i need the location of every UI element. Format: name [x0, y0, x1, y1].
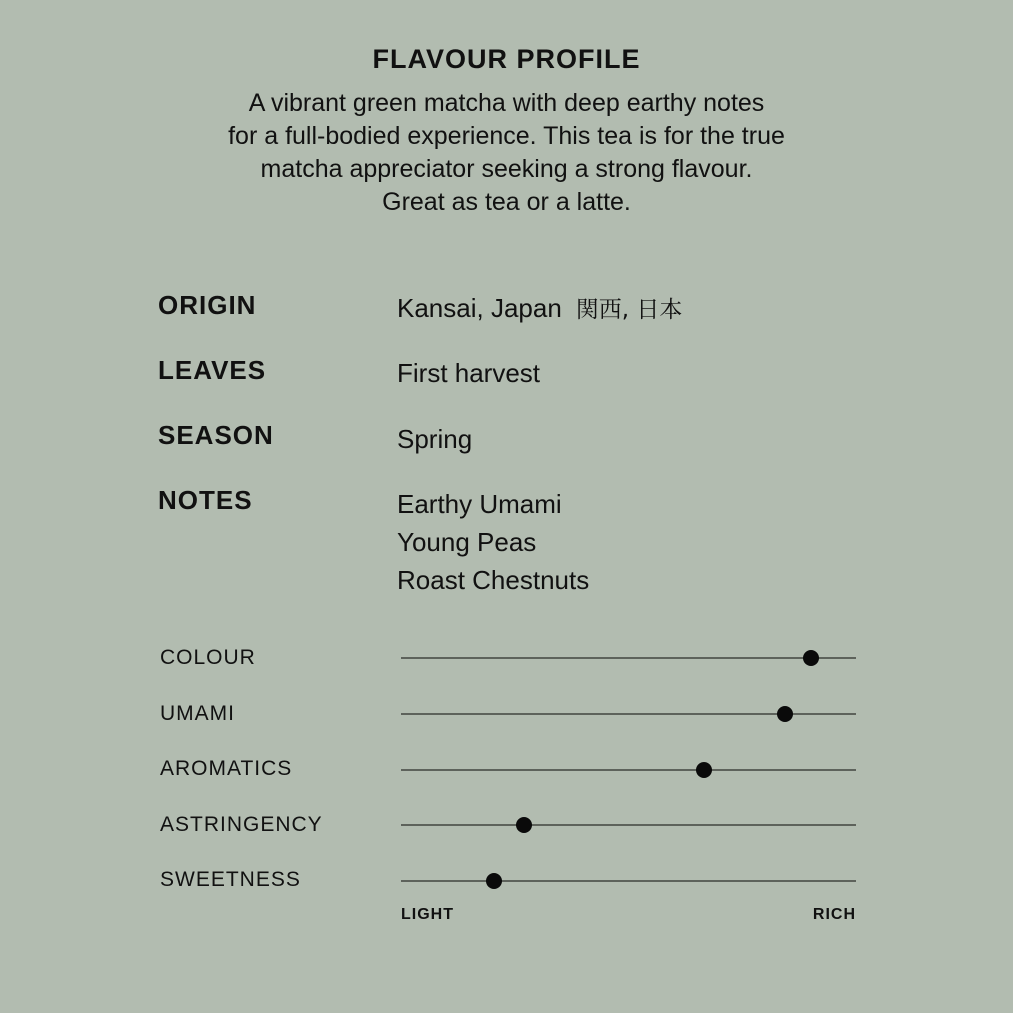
- season-label: SEASON: [158, 420, 274, 450]
- attribute-marker: [696, 762, 712, 778]
- note-item: Young Peas: [397, 527, 537, 557]
- intro-line: A vibrant green matcha with deep earthy notes: [248, 89, 765, 117]
- flavour-profile-title: FLAVOUR PROFILE: [372, 44, 641, 74]
- attribute-track-umami: [401, 713, 856, 715]
- attribute-track-colour: [401, 657, 856, 659]
- season-value: Spring: [397, 424, 473, 454]
- attribute-marker: [803, 650, 819, 666]
- leaves-label: LEAVES: [158, 355, 267, 385]
- attribute-marker: [516, 817, 532, 833]
- leaves-value: First harvest: [397, 358, 541, 388]
- scale-low-label: LIGHT: [401, 906, 454, 923]
- intro-line: for a full-bodied experience. This tea is for the true: [228, 122, 785, 150]
- attribute-track-astringency: [401, 824, 856, 826]
- attribute-label-umami: UMAMI: [160, 702, 235, 725]
- attribute-track-sweetness: [401, 880, 856, 882]
- origin-value-japanese: 関西, 日本: [575, 297, 683, 323]
- attribute-label-sweetness: SWEETNESS: [160, 868, 301, 891]
- attribute-label-astringency: ASTRINGENCY: [160, 813, 323, 836]
- origin-value-text: Kansai, Japan: [397, 293, 562, 323]
- attribute-marker: [486, 873, 502, 889]
- intro-description: [0, 87, 1013, 219]
- attribute-marker: [777, 706, 793, 722]
- origin-value: [397, 289, 682, 329]
- notes-values: [397, 485, 589, 599]
- note-item: Roast Chestnuts: [397, 565, 590, 595]
- scale-high-label: RICH: [812, 906, 856, 923]
- note-item: Earthy Umami: [397, 489, 562, 519]
- attribute-label-aromatics: AROMATICS: [160, 757, 293, 780]
- attribute-track-aromatics: [401, 769, 856, 771]
- origin-label: ORIGIN: [158, 290, 257, 320]
- attribute-label-colour: COLOUR: [160, 646, 256, 669]
- intro-line: Great as tea or a latte.: [382, 188, 631, 216]
- notes-label: NOTES: [158, 485, 253, 515]
- intro-line: matcha appreciator seeking a strong flavour.: [260, 155, 753, 183]
